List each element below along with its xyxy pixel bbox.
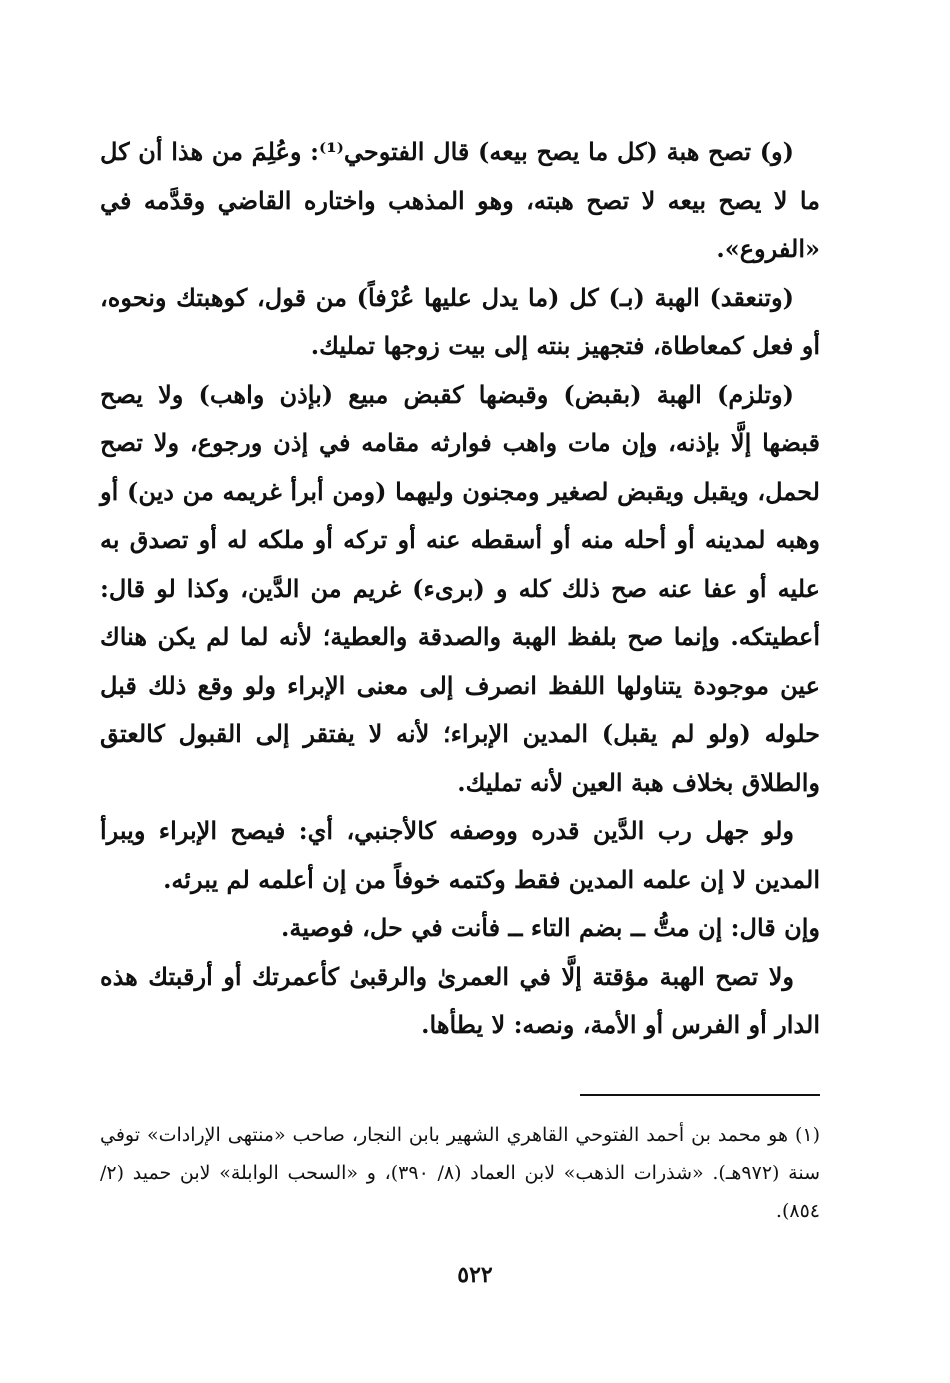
page-number: ٥٢٢: [457, 1262, 493, 1288]
paragraph-unknown-debt: ولو جهل رب الدَّين قدره ووصفه كالأجنبي، أي: فيصح الإبراء ويبرأ المدين لا إن علمه المدين فقط وكتمه خوفاً من إن أعلمه لم يبرئه.: [100, 816, 820, 894]
footnote-divider: [580, 1094, 820, 1096]
paragraph-gift-validity: (و) تصح هبة (كل ما يصح بيعه) قال الفتوحي⁽¹⁾: وعُلِمَ من هذا أن كل ما لا يصح بيعه لا تصح هبته، وهو المذهب واختاره القاضي وقدَّمه في «الفروع».: [100, 137, 820, 263]
paragraph-gift-binding: (وتلزم) الهبة (بقبض) وقبضها كقبض مبيع (بإذن واهب) ولا يصح قبضها إلَّا بإذنه، وإن مات واهب فوارثه مقامه في إذن ورجوع، ولا تصح لحمل، ويقبل ويقبض لصغير ومجنون وليهما (ومن أبرأ غريمه من دين) أو وهبه لمدينه أو أحله منه أو أسقطه عنه أو تركه أو ملكه له أو تصدق به عليه أو عفا عنه صح ذلك كله و (برىء) غريم من الدَّين، وكذا لو قال: أعطيتكه. وإنما صح بلفظ الهبة والصدقة والعطية؛ لأنه لما لم يكن هناك عين موجودة يتناولها اللفظ انصرف إلى معنى الإبراء ولو وقع ذلك قبل حلوله (ولو لم يقبل) المدين الإبراء؛ لأنه لا يفتقر إلى القبول كالعتق والطلاق بخلاف هبة العين لأنه تمليك.: [100, 379, 820, 797]
main-text: [100, 128, 820, 1050]
paragraph-temporary-gift: ولا تصح الهبة مؤقتة إلَّا في العمرىٰ والرقبىٰ كأعمرتك أو أرقبتك هذه الدار أو الفرس أو الأمة، ونصه: لا يطأها.: [100, 961, 820, 1039]
footnotes: [100, 1116, 820, 1230]
paragraph-bequest: وإن قال: إن متُّ ــ بضم التاء ــ فأنت في حل، فوصية.: [281, 913, 820, 942]
paragraph-gift-formation: (وتنعقد) الهبة (بـ) كل (ما يدل عليها عُرْفاً) من قول، كوهبتك ونحوه، أو فعل كمعاطاة، فتجهيز بنته إلى بيت زوجها تمليك.: [100, 282, 820, 360]
footnote-1: (١) هو محمد بن أحمد الفتوحي القاهري الشهير بابن النجار، صاحب «منتهى الإرادات» توفي سنة (٩٧٢هـ). «شذرات الذهب» لابن العماد (٨/ ٣٩٠)، و «السحب الوابلة» لابن حميد (٢/ ٨٥٤).: [100, 1124, 820, 1222]
